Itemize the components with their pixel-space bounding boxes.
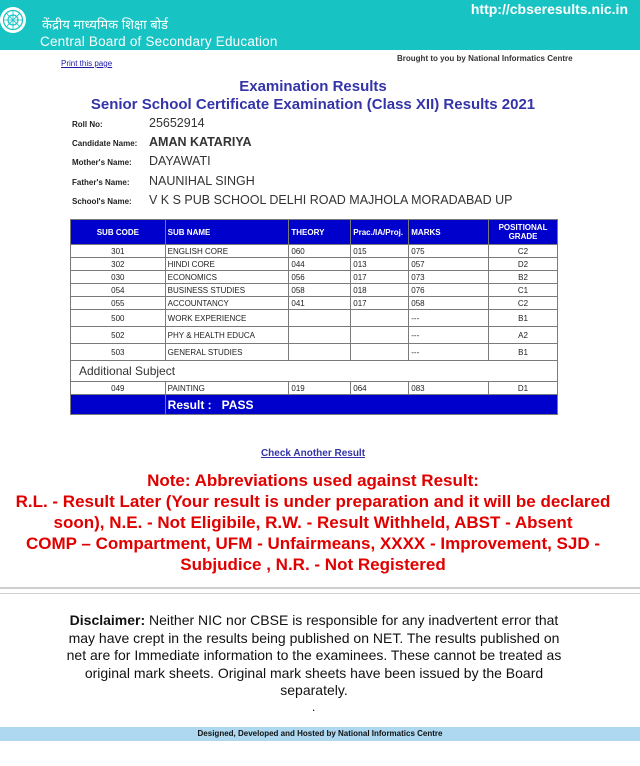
- sub-code-cell: 030: [71, 271, 166, 284]
- marks-cell: 057: [409, 258, 489, 271]
- check-another-result-link[interactable]: Check Another Result: [260, 448, 366, 459]
- candidate-name-value: AMAN KATARIYA: [149, 135, 252, 149]
- sub-code-cell: 500: [71, 310, 166, 327]
- practical-cell: 064: [351, 382, 409, 395]
- sub-code-cell: 049: [71, 382, 166, 395]
- disclaimer-label: Disclaimer:: [69, 612, 146, 628]
- theory-cell: [289, 327, 351, 344]
- table-row: [71, 297, 558, 310]
- roll-no-value: 25652914: [149, 116, 205, 130]
- additional-subject-row: [71, 361, 558, 382]
- cbse-logo-icon: [0, 0, 30, 44]
- theory-cell: 019: [289, 382, 351, 395]
- exam-title: Senior School Certificate Examination (Class XII) Results 2021: [90, 96, 536, 113]
- sub-name-cell: GENERAL STUDIES: [165, 344, 289, 361]
- sub-name-cell: HINDI CORE: [165, 258, 289, 271]
- org-name-hindi: केंद्रीय माध्यमिक शिक्षा बोर्ड: [42, 17, 168, 32]
- note-line-2: COMP – Compartment, UFM - Unfairmeans, XXXX - Improvement, SJD - Subjudice , N.R. - Not Registered: [25, 534, 600, 574]
- site-footer: Designed, Developed and Hosted by National Informatics Centre: [0, 727, 640, 741]
- result-row: [71, 395, 558, 415]
- practical-cell: [351, 327, 409, 344]
- sub-name-cell: ACCOUNTANCY: [165, 297, 289, 310]
- sub-code-cell: 055: [71, 297, 166, 310]
- result-spacer-cell: [71, 395, 166, 415]
- marks-cell: 058: [409, 297, 489, 310]
- theory-cell: 056: [289, 271, 351, 284]
- brought-by-text: Brought to you by National Informatics Centre: [397, 54, 573, 63]
- abbreviations-note: [0, 470, 626, 575]
- practical-cell: 015: [351, 245, 409, 258]
- divider-bottom: [0, 593, 640, 594]
- site-header: [0, 0, 640, 50]
- candidate-name-label: Candidate Name:: [72, 139, 138, 148]
- marks-cell: ---: [409, 327, 489, 344]
- sub-name-cell: ENGLISH CORE: [165, 245, 289, 258]
- sub-name-cell: PAINTING: [165, 382, 289, 395]
- school-name-value: V K S PUB SCHOOL DELHI ROAD MAJHOLA MORADABAD UP: [149, 193, 513, 207]
- theory-cell: 060: [289, 245, 351, 258]
- marks-cell: 073: [409, 271, 489, 284]
- grade-cell: D1: [489, 382, 558, 395]
- table-row: [71, 245, 558, 258]
- marks-cell: 076: [409, 284, 489, 297]
- table-row: [71, 327, 558, 344]
- practical-cell: 013: [351, 258, 409, 271]
- org-name-english: Central Board of Secondary Education: [40, 34, 278, 49]
- table-row: [71, 258, 558, 271]
- disclaimer: [64, 612, 564, 700]
- mother-name-label: Mother's Name:: [72, 158, 132, 167]
- header-sub-code: SUB CODE: [71, 220, 166, 245]
- disclaimer-text: Neither NIC nor CBSE is responsible for any inadvertent error that may have crept in the results being published on NET. The results published on net are for Immediate information to the examinees. These cannot be treated as original mark sheets. Original mark sheets have been issued by the Board separately.: [66, 612, 562, 698]
- table-row: [71, 344, 558, 361]
- roll-no-label: Roll No:: [72, 120, 103, 129]
- theory-cell: 044: [289, 258, 351, 271]
- grade-cell: C2: [489, 245, 558, 258]
- theory-cell: 041: [289, 297, 351, 310]
- grade-cell: C1: [489, 284, 558, 297]
- disclaimer-dot: .: [312, 700, 316, 714]
- grade-cell: B1: [489, 310, 558, 327]
- practical-cell: 017: [351, 297, 409, 310]
- father-name-label: Father's Name:: [72, 178, 130, 187]
- header-positional-grade: POSITIONAL GRADE: [489, 220, 558, 245]
- mother-name-value: DAYAWATI: [149, 154, 211, 168]
- sub-code-cell: 302: [71, 258, 166, 271]
- practical-cell: [351, 344, 409, 361]
- header-practical: Prac./IA/Proj.: [351, 220, 409, 245]
- sub-code-cell: 502: [71, 327, 166, 344]
- table-row: [71, 382, 558, 395]
- grade-cell: B1: [489, 344, 558, 361]
- sub-name-cell: BUSINESS STUDIES: [165, 284, 289, 297]
- divider-top: [0, 587, 640, 589]
- marks-cell: ---: [409, 310, 489, 327]
- header-theory: THEORY: [289, 220, 351, 245]
- marks-cell: 075: [409, 245, 489, 258]
- header-sub-name: SUB NAME: [165, 220, 289, 245]
- note-line-1: R.L. - Result Later (Your result is under preparation and it will be declared soon), N.E. - Not Eligibile, R.W. - Result Withheld, ABST - Absent: [15, 492, 611, 532]
- school-name-label: School's Name:: [72, 197, 132, 206]
- practical-cell: 017: [351, 271, 409, 284]
- sub-name-cell: ECONOMICS: [165, 271, 289, 284]
- grade-cell: C2: [489, 297, 558, 310]
- sub-code-cell: 503: [71, 344, 166, 361]
- theory-cell: 058: [289, 284, 351, 297]
- note-heading: Note: Abbreviations used against Result:: [147, 471, 479, 490]
- sub-code-cell: 301: [71, 245, 166, 258]
- theory-cell: [289, 344, 351, 361]
- result-status: Result : PASS: [165, 395, 557, 415]
- header-marks: MARKS: [409, 220, 489, 245]
- sub-code-cell: 054: [71, 284, 166, 297]
- marks-cell: ---: [409, 344, 489, 361]
- father-name-value: NAUNIHAL SINGH: [149, 174, 255, 188]
- table-row: [71, 271, 558, 284]
- print-page-link[interactable]: Print this page: [61, 59, 113, 68]
- theory-cell: [289, 310, 351, 327]
- grade-cell: B2: [489, 271, 558, 284]
- practical-cell: [351, 310, 409, 327]
- table-row: [71, 310, 558, 327]
- site-url[interactable]: http://cbseresults.nic.in: [470, 1, 628, 17]
- marks-table: [70, 219, 558, 415]
- table-row: [71, 284, 558, 297]
- marks-cell: 083: [409, 382, 489, 395]
- page-title: Examination Results: [239, 78, 387, 95]
- additional-subject-label: Additional Subject: [71, 361, 558, 382]
- marks-header-row: [71, 220, 558, 245]
- grade-cell: A2: [489, 327, 558, 344]
- practical-cell: 018: [351, 284, 409, 297]
- sub-name-cell: PHY & HEALTH EDUCA: [165, 327, 289, 344]
- sub-name-cell: WORK EXPERIENCE: [165, 310, 289, 327]
- grade-cell: D2: [489, 258, 558, 271]
